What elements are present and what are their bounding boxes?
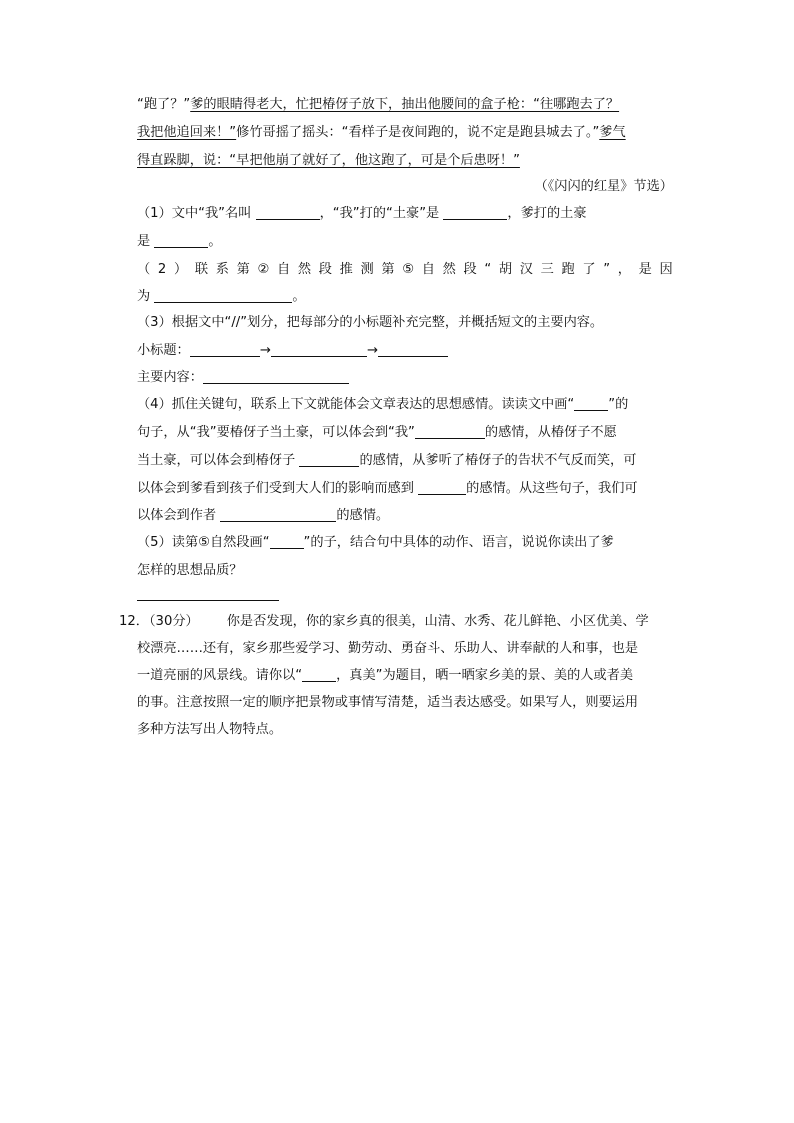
question-4-text: ”的 bbox=[608, 397, 629, 412]
question-number: 12．（30分） bbox=[119, 614, 199, 629]
question-3-main bbox=[137, 367, 673, 389]
main-content-blank[interactable] bbox=[203, 369, 349, 384]
subtitle-blank-2[interactable] bbox=[271, 342, 367, 357]
mark-blank bbox=[574, 396, 608, 411]
q2-char: 第 bbox=[236, 262, 250, 277]
question-1-text: 是 bbox=[137, 234, 151, 249]
question-3-line-1: （3）根据文中“//”划分，把每部分的小标题补充完整，并概括短文的主要内容。 bbox=[137, 315, 604, 330]
question-4-text: 的感情，从爹听了椿伢子的告状不气反而笑，可 bbox=[359, 453, 637, 468]
arrow-icon: → bbox=[366, 343, 378, 358]
q2-char: 然 bbox=[442, 262, 456, 277]
q2-char: ） bbox=[173, 262, 188, 277]
answer-blank[interactable] bbox=[415, 424, 485, 439]
question-1-text: ，“我”打的“土豪”是 bbox=[319, 206, 440, 221]
question-12-line-5: 多种方法写出人物特点。 bbox=[137, 722, 283, 737]
q2-char: 第 bbox=[381, 262, 395, 277]
subtitle-blank-3[interactable] bbox=[378, 342, 448, 357]
q2-char: 自 bbox=[421, 262, 435, 277]
question-1-text: （1）文中“我”名叫 bbox=[137, 206, 252, 221]
question-5-text: ”的子，结合句中具体的动作、语言，说说你读出了爹 bbox=[303, 535, 614, 550]
q2-char: 三 bbox=[540, 262, 554, 277]
subtitle-blank-1[interactable] bbox=[190, 342, 260, 357]
answer-blank[interactable] bbox=[299, 452, 359, 467]
q2-char: 2 bbox=[157, 262, 167, 277]
question-5-text: （5）读第⑤自然段画“ bbox=[137, 535, 270, 550]
underlined-sentence: 爹气 bbox=[599, 125, 626, 140]
question-2-text: 为 bbox=[137, 289, 151, 304]
passage-text: 修竹哥摇了摇头：“看样子是夜间跑的，说不定是跑县城去了。” bbox=[236, 125, 600, 140]
question-1-text: 。 bbox=[208, 234, 222, 249]
question-12-line-4: 的事。注意按照一定的顺序把景物或事情写清楚，适当表达感受。如果写人，则要运用 bbox=[137, 695, 639, 710]
question-12-text: 你是否发现，你的家乡真的很美，山清、水秀、花儿鲜艳、小区优美、学 bbox=[226, 614, 649, 629]
question-12-line-3 bbox=[137, 665, 673, 687]
question-1-line-1 bbox=[137, 203, 673, 225]
arrow-icon: → bbox=[259, 343, 271, 358]
q2-char: 自 bbox=[276, 262, 291, 277]
question-4-line-3 bbox=[137, 450, 673, 472]
question-5-line-1 bbox=[137, 532, 673, 554]
question-1-text: ，爹打的土豪 bbox=[507, 206, 587, 221]
question-4-line-4 bbox=[137, 478, 673, 500]
answer-blank[interactable] bbox=[154, 288, 292, 303]
underlined-sentence: 我把他追回来！” bbox=[137, 125, 237, 140]
question-12-text: 一道亮丽的风景线。请你以“ bbox=[137, 668, 303, 683]
question-4-text: （4）抓住关键句，联系上下文就能体会文章表达的思想感情。读读文中画“ bbox=[137, 397, 575, 412]
answer-line[interactable] bbox=[137, 600, 279, 601]
question-2-text: 。 bbox=[292, 289, 306, 304]
q2-char: ， bbox=[617, 262, 631, 277]
question-5-line-2: 怎样的思想品质？ bbox=[137, 563, 243, 578]
answer-blank[interactable] bbox=[443, 205, 507, 220]
answer-blank[interactable] bbox=[154, 233, 208, 248]
question-4-text: 以体会到作者 bbox=[137, 508, 217, 523]
question-4-text: 的感情。 bbox=[336, 508, 390, 523]
main-content-label: 主要内容： bbox=[137, 370, 203, 385]
passage-source: （《闪闪的红星》节选） bbox=[534, 179, 673, 194]
q2-char: 因 bbox=[659, 262, 673, 277]
q2-char: 胡 bbox=[498, 262, 513, 277]
question-12-text: ，真美”为题目，晒一晒家乡美的景、美的人或者美 bbox=[336, 668, 634, 683]
q2-char: 系 bbox=[215, 262, 229, 277]
mark-blank bbox=[270, 534, 304, 549]
q2-char: 推 bbox=[339, 262, 353, 277]
subtitle-label: 小标题： bbox=[137, 343, 190, 358]
question-12-line-1 bbox=[119, 611, 673, 633]
passage-line-1 bbox=[137, 94, 673, 116]
question-2-line-1 bbox=[137, 259, 673, 281]
question-4-line-2 bbox=[137, 422, 673, 444]
passage-line-3 bbox=[137, 150, 673, 172]
question-4-text: 的感情，从椿伢子不愿 bbox=[484, 425, 617, 440]
question-12-line-2: 校漂亮……还有，家乡那些爱学习、勤劳动、勇奋斗、乐助人、讲奉献的人和事，也是 bbox=[137, 641, 639, 656]
q2-char: 联 bbox=[194, 262, 209, 277]
passage-line-2 bbox=[137, 122, 673, 144]
q2-char: 是 bbox=[638, 262, 652, 277]
question-4-line-5 bbox=[137, 505, 673, 527]
q2-char: 汉 bbox=[519, 262, 533, 277]
question-2-line-2 bbox=[137, 286, 673, 308]
q2-char: 段 bbox=[463, 262, 477, 277]
question-1-line-2 bbox=[137, 231, 673, 253]
q2-char: 然 bbox=[297, 262, 312, 277]
underlined-sentence: 爹的眼睛得老大，忙把椿伢子放下，抽出他腰间的盒子枪：“往哪跑去了？ bbox=[190, 97, 620, 112]
underlined-sentence: 得直跺脚，说：“早把他崩了就好了，他这跑了，可是个后患呀！” bbox=[137, 153, 520, 168]
title-blank[interactable] bbox=[302, 667, 336, 682]
question-3-titles bbox=[137, 340, 673, 362]
question-4-text: 的感情。从这些句子，我们可 bbox=[466, 481, 638, 496]
answer-blank[interactable] bbox=[418, 480, 466, 495]
q2-char: “ bbox=[484, 262, 492, 277]
q2-char: 段 bbox=[318, 262, 332, 277]
question-4-text: 以体会到爹看到孩子们受到大人们的影响而感到 bbox=[137, 481, 414, 496]
question-4-text: 当土豪，可以体会到椿伢子 bbox=[137, 453, 296, 468]
answer-blank[interactable] bbox=[256, 205, 320, 220]
answer-blank[interactable] bbox=[220, 507, 336, 522]
q2-char: ” bbox=[603, 262, 611, 277]
question-4-text: 句子，从“我”要椿伢子当土豪，可以体会到“我” bbox=[137, 425, 415, 440]
question-4-line-1 bbox=[137, 394, 673, 416]
passage-quote: “跑了？” bbox=[137, 97, 191, 112]
q2-char: 跑 bbox=[561, 262, 575, 277]
q2-char: ② bbox=[257, 262, 270, 277]
q2-char: ⑤ bbox=[402, 262, 415, 277]
q2-char: 了 bbox=[582, 262, 596, 277]
q2-char: 测 bbox=[360, 262, 374, 277]
q2-char: （ bbox=[137, 262, 151, 277]
